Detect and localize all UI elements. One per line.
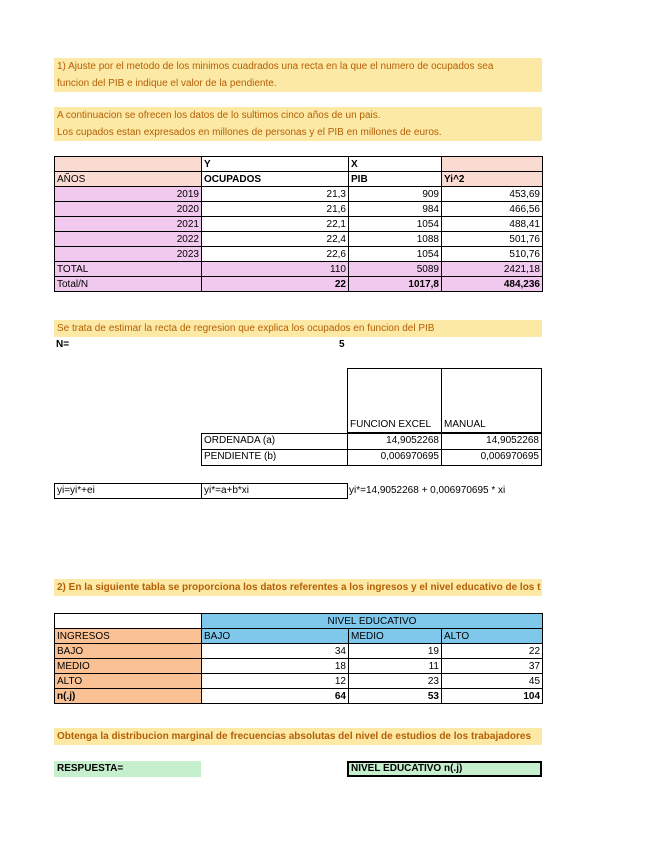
total-cell: 5089 (349, 262, 442, 277)
value-cell: 501,76 (442, 232, 543, 247)
formula-estimated: yi*=a+b*xi (201, 483, 348, 499)
marginal-cell: 64 (202, 689, 349, 704)
year-cell: 2020 (55, 202, 202, 217)
marginal-cell: 53 (349, 689, 442, 704)
results-header-manual (441, 368, 542, 433)
table-top-cell (442, 157, 543, 172)
row-label: MEDIO (55, 659, 202, 674)
table-row (55, 247, 543, 262)
question-2-text: 2) En la siguiente tabla se proporciona los datos referentes a los ingresos y el nivel educativo de los t (57, 582, 541, 593)
result-row-label: PENDIENTE (b) (201, 449, 348, 466)
result-value: 0,006970695 (441, 449, 542, 466)
empty-cell (55, 614, 202, 629)
count-cell: 19 (349, 644, 442, 659)
result-value: 0,006970695 (347, 449, 442, 466)
value-cell: 22,1 (202, 217, 349, 232)
results-header-manual-label: MANUAL (444, 419, 486, 430)
value-cell: 510,76 (442, 247, 543, 262)
column-header-years: AÑOS (55, 172, 202, 187)
education-group-header: NIVEL EDUCATIVO (202, 614, 543, 629)
table-row (55, 217, 543, 232)
count-cell: 12 (202, 674, 349, 689)
intro-line-1: A continuacion se ofrecen los datos de lo sultimos cinco años de un pais. (57, 110, 381, 121)
value-cell: 453,69 (442, 187, 543, 202)
count-cell: 22 (442, 644, 543, 659)
count-cell: 34 (202, 644, 349, 659)
column-header-alto: ALTO (442, 629, 543, 644)
value-cell: 21,3 (202, 187, 349, 202)
table-row (55, 674, 543, 689)
table-top-cell: Y (202, 157, 349, 172)
count-cell: 45 (442, 674, 543, 689)
mean-row (55, 277, 543, 292)
column-header-pib: PIB (349, 172, 442, 187)
question-1-line-1: 1) Ajuste por el metodo de los minimos cuadrados una recta en la que el numero de ocupados sea (57, 61, 494, 72)
results-header-excel-label: FUNCION EXCEL (350, 419, 432, 430)
year-cell: 2021 (55, 217, 202, 232)
year-cell: 2022 (55, 232, 202, 247)
table-row (55, 232, 543, 247)
marginal-label: n(.j) (55, 689, 202, 704)
column-header-ocupados: OCUPADOS (202, 172, 349, 187)
total-cell: 2421,18 (442, 262, 543, 277)
value-cell: 22,6 (202, 247, 349, 262)
value-cell: 984 (349, 202, 442, 217)
n-label: N= (56, 339, 70, 350)
column-header-bajo: BAJO (202, 629, 349, 644)
formula-model: yi=yi*+ei (54, 483, 202, 499)
value-cell: 1054 (349, 217, 442, 232)
count-cell: 37 (442, 659, 543, 674)
intro-line-2: Los cupados estan expresados en millones de personas y el PIB en millones de euros. (57, 127, 442, 138)
answer-box: NIVEL EDUCATIVO n(.j) (347, 761, 542, 777)
mean-label: Total/N (55, 277, 202, 292)
result-value: 14,9052268 (441, 433, 542, 450)
count-cell: 23 (349, 674, 442, 689)
question-1-note (54, 58, 542, 92)
result-row-label: ORDENADA (a) (201, 433, 348, 450)
education-header-row (55, 629, 543, 644)
table-top-cell (55, 157, 202, 172)
question-2-ask-note (54, 728, 542, 745)
regression-text: Se trata de estimar la recta de regresion que explica los ocupados en funcion del PIB (57, 323, 435, 334)
education-table (54, 613, 543, 704)
count-cell: 18 (202, 659, 349, 674)
n-value: 5 (339, 339, 345, 350)
regression-note (54, 320, 542, 337)
value-cell: 21,6 (202, 202, 349, 217)
value-cell: 22,4 (202, 232, 349, 247)
education-group-row (55, 614, 543, 629)
year-cell: 2023 (55, 247, 202, 262)
row-label: BAJO (55, 644, 202, 659)
table-row (55, 187, 543, 202)
table-row (55, 202, 543, 217)
question-2-ask-text: Obtenga la distribucion marginal de frecuencias absolutas del nivel de estudios de los trabajadores (57, 731, 532, 742)
answer-label: RESPUESTA= (54, 761, 201, 777)
mean-cell: 1017,8 (349, 277, 442, 292)
column-header-medio: MEDIO (349, 629, 442, 644)
table-row (55, 659, 543, 674)
result-value: 14,9052268 (347, 433, 442, 450)
count-cell: 11 (349, 659, 442, 674)
results-header-excel (347, 368, 442, 433)
table-top-cell: X (349, 157, 442, 172)
marginal-cell: 104 (442, 689, 543, 704)
value-cell: 1054 (349, 247, 442, 262)
mean-cell: 22 (202, 277, 349, 292)
intro-note (54, 107, 542, 141)
row-label: ALTO (55, 674, 202, 689)
value-cell: 466,56 (442, 202, 543, 217)
mean-cell: 484,236 (442, 277, 543, 292)
column-header-ingresos: INGRESOS (55, 629, 202, 644)
marginal-total-row (55, 689, 543, 704)
table-row (55, 644, 543, 659)
total-label: TOTAL (55, 262, 202, 277)
value-cell: 488,41 (442, 217, 543, 232)
value-cell: 1088 (349, 232, 442, 247)
column-header-yi2: Yi^2 (442, 172, 543, 187)
question-1-line-2: funcion del PIB e indique el valor de la pendiente. (57, 78, 277, 89)
total-row (55, 262, 543, 277)
question-2-note (54, 579, 542, 596)
data-table (54, 156, 543, 292)
total-cell: 110 (202, 262, 349, 277)
year-cell: 2019 (55, 187, 202, 202)
value-cell: 909 (349, 187, 442, 202)
table-header-row (55, 172, 543, 187)
table-group-header-row (55, 157, 543, 172)
formula-result: yi*=14,9052268 + 0,006970695 * xi (349, 485, 506, 496)
